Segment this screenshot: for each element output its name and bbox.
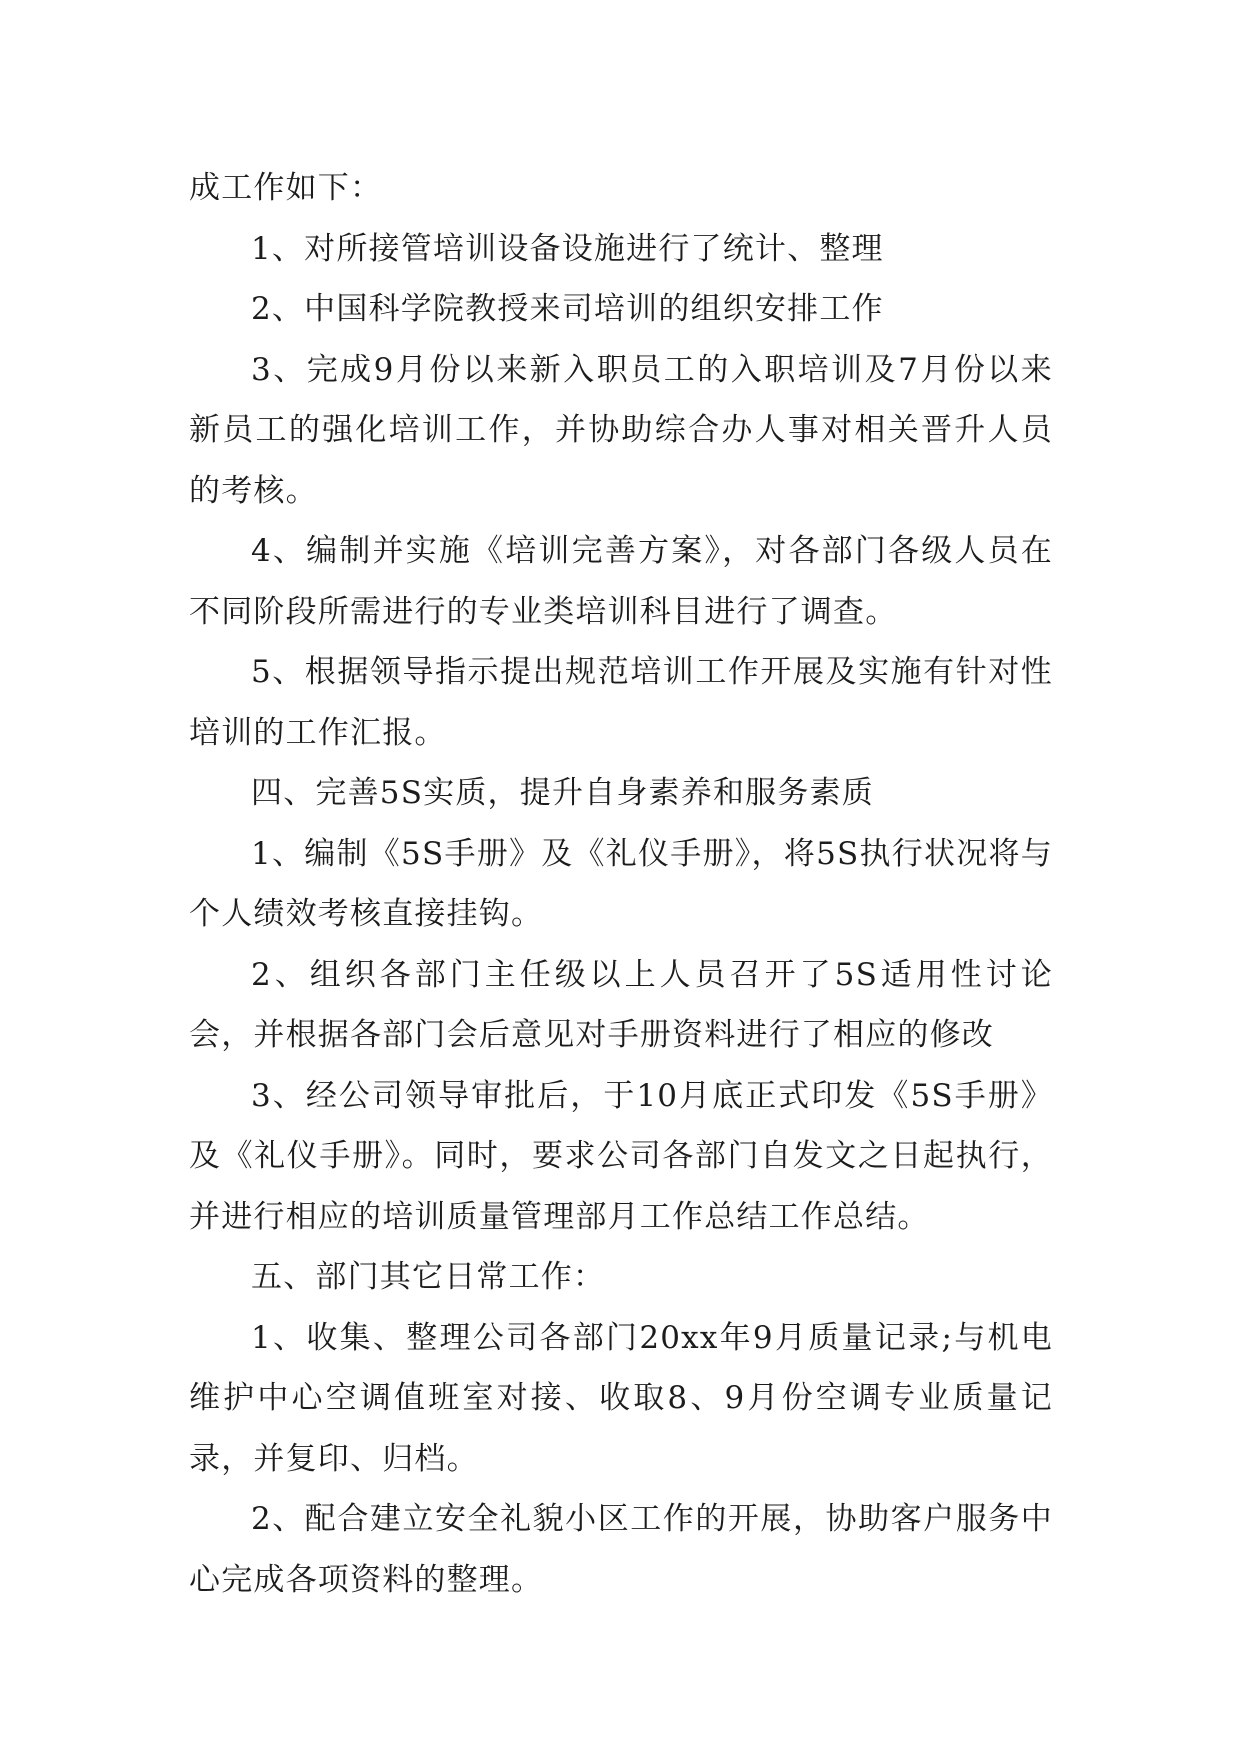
section-heading-5: 五、部门其它日常工作： (251, 1259, 606, 1295)
document-body (189, 158, 1053, 1610)
paragraph-daily-item-2: 2、配合建立安全礼貌小区工作的开展，协助客户服务中心完成各项资料的整理。 (189, 1501, 1053, 1598)
paragraph-item-1: 1、对所接管培训设备设施进行了统计、整理 (251, 230, 884, 267)
paragraph-item-5: 5、根据领导指示提出规范培训工作开展及实施有针对性培训的工作汇报。 (189, 654, 1053, 751)
paragraph-5s-item-2: 2、组织各部门主任级以上人员召开了5S适用性讨论会，并根据各部门会后意见对手册资料进行了相应的修改 (189, 956, 1053, 1053)
paragraph-item-2: 2、中国科学院教授来司培训的组织安排工作 (251, 291, 884, 327)
paragraph-intro: 成工作如下： (189, 170, 383, 206)
paragraph-item-4: 4、编制并实施《培训完善方案》，对各部门各级人员在不同阶段所需进行的专业类培训科目进行了调查。 (189, 533, 1053, 630)
paragraph-item-3: 3、完成9月份以来新入职员工的入职培训及7月份以来新员工的强化培训工作，并协助综合办人事对相关晋升人员的考核。 (189, 351, 1053, 509)
paragraph-daily-item-1: 1、收集、整理公司各部门20xx年9月质量记录;与机电维护中心空调值班室对接、收取8、9月份空调专业质量记录，并复印、归档。 (189, 1319, 1053, 1477)
paragraph-5s-item-1: 1、编制《5S手册》及《礼仪手册》，将5S执行状况将与个人绩效考核直接挂钩。 (189, 835, 1053, 932)
paragraph-5s-item-3: 3、经公司领导审批后，于10月底正式印发《5S手册》及《礼仪手册》。同时，要求公司各部门自发文之日起执行，并进行相应的培训质量管理部月工作总结工作总结。 (189, 1077, 1053, 1235)
section-heading-4: 四、完善5S实质，提升自身素养和服务素质 (251, 775, 874, 811)
